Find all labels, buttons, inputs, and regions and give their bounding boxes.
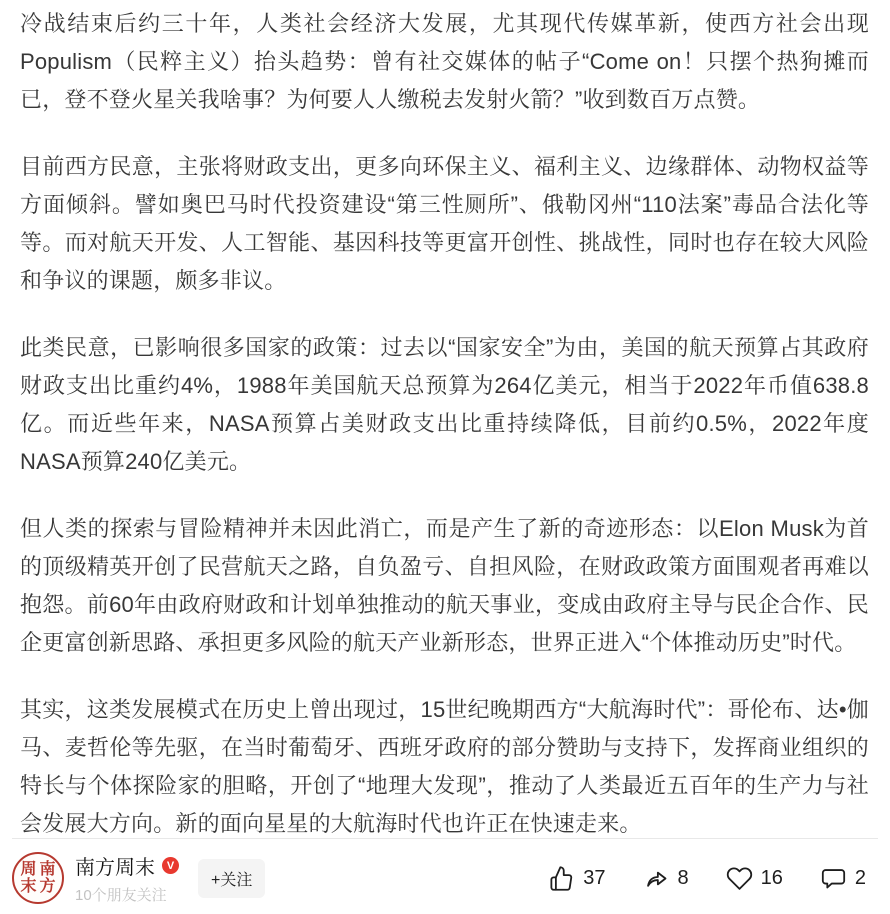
engagement-stats	[548, 865, 866, 892]
comment-bubble-icon	[820, 865, 847, 892]
seal-logo	[20, 862, 55, 895]
heart-button[interactable]	[726, 865, 783, 892]
share-count: 8	[677, 866, 689, 889]
article-paragraph: 但人类的探索与冒险精神并未因此消亡，而是产生了新的奇迹形态：以Elon Musk为首的顶级精英开创了民营航天之路，自负盈亏、自担风险，在财政政策方面围观者再难以抱怨。前60年由政府财政和计划单独推动的航天事业，变成由政府主导与民企合作、民企更富创新思路、承担更多风险的航天产业新形态，世界正进入“个体推动历史”时代。	[20, 516, 869, 655]
thumbs-up-icon	[548, 865, 575, 892]
heart-icon	[726, 865, 753, 892]
seal-char: 末	[20, 877, 37, 895]
article-paragraph: 此类民意，已影响很多国家的政策：过去以“国家安全”为由，美国的航天预算占其政府财政支出比重约4%，1988年美国航天总预算为264亿美元，相当于2022年币值638.8亿。而近些年来，NASA预算占美财政支出比重持续降低，目前约0.5%，2022年度NASA预算240亿美元。	[20, 335, 869, 474]
account-block	[75, 851, 179, 905]
article-paragraph: 冷战结束后约三十年，人类社会经济大发展，尤其现代传媒革新，使西方社会出现Populism（民粹主义）抬头趋势：曾有社交媒体的帖子“Come on！只摆个热狗摊而已，登不登火星关我啥事？为何要人人缴税去发射火箭？”收到数百万点赞。	[20, 11, 869, 112]
avatar[interactable]	[12, 852, 64, 904]
like-button[interactable]	[548, 865, 605, 892]
heart-count: 16	[760, 866, 783, 889]
article-paragraph: 目前西方民意，主张将财政支出，更多向环保主义、福利主义、边缘群体、动物权益等方面倾斜。譬如奥巴马时代投资建设“第三性厕所”、俄勒冈州“110法案”毒品合法化等等。而对航天开发、人工智能、基因科技等更富开创性、挑战性，同时也存在较大风险和争议的课题，颇多非议。	[20, 154, 869, 293]
seal-char: 南	[39, 860, 56, 878]
follow-button[interactable]: +关注	[198, 859, 265, 898]
share-arrow-icon	[643, 865, 670, 892]
author-bar	[12, 838, 878, 914]
account-name[interactable]: 南方周末	[75, 857, 155, 879]
verified-badge-icon: V	[162, 857, 179, 874]
comment-button[interactable]	[820, 865, 866, 892]
seal-char: 方	[39, 877, 56, 895]
article-paragraph: 其实，这类发展模式在历史上曾出现过，15世纪晚期西方“大航海时代”：哥伦布、达•伽马、麦哲伦等先驱，在当时葡萄牙、西班牙政府的部分赞助与支持下，发挥商业组织的特长与个体探险家的胆略，开创了“地理大发现”，推动了人类最近五百年的生产力与社会发展大方向。新的面向星星的大航海时代也许正在快速走来。	[20, 697, 869, 836]
share-button[interactable]	[643, 865, 689, 892]
friends-follow-note: 10个朋友关注	[75, 887, 167, 904]
seal-char: 周	[20, 860, 37, 878]
comment-count: 2	[854, 866, 866, 889]
like-count: 37	[583, 866, 606, 889]
